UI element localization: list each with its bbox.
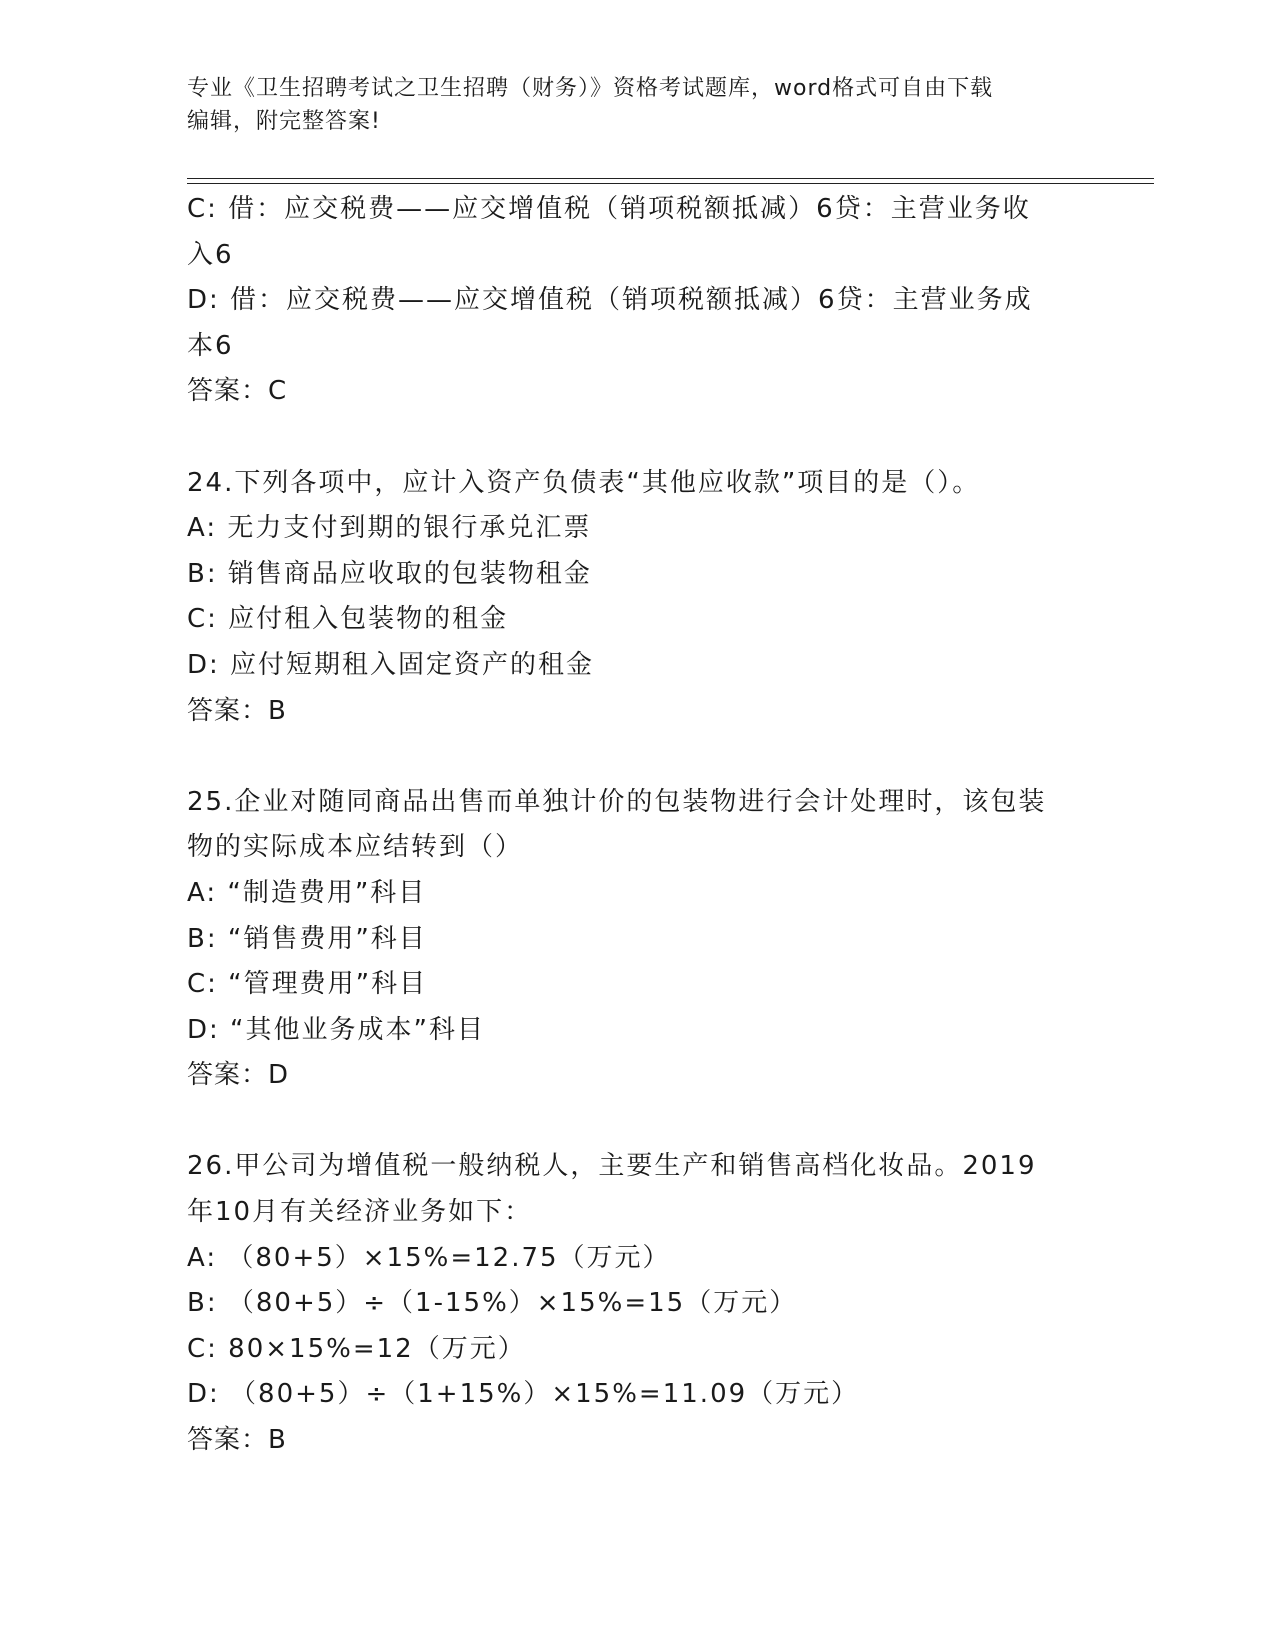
answer-line: 答案：B <box>187 1425 287 1456</box>
question-text-line-2: 物的实际成本应结转到（） <box>187 832 524 863</box>
option-b: B: “销售费用”科目 <box>187 923 427 954</box>
option-a: A: “制造费用”科目 <box>187 877 427 908</box>
question-text-line-1: 25.企业对随同商品出售而单独计价的包装物进行会计处理时，该包装 <box>187 786 1047 817</box>
question-25 <box>187 780 1087 1099</box>
option-b: B: 销售商品应收取的包装物租金 <box>187 558 592 589</box>
option-d-line-1: D: 借：应交税费——应交增值税（销项税额抵减）6贷：主营业务成 <box>187 285 1033 316</box>
option-c: C: 应付租入包装物的租金 <box>187 604 509 635</box>
option-d: D: 应付短期租入固定资产的租金 <box>187 649 595 680</box>
option-b: B: （80+5）÷（1-15%）×15%=15（万元） <box>187 1288 798 1319</box>
option-c: C: 80×15%=12（万元） <box>187 1333 526 1364</box>
question-26 <box>187 1144 1087 1463</box>
previous-question-tail <box>187 187 1087 415</box>
question-text: 24.下列各项中，应计入资产负债表“其他应收款”项目的是（）。 <box>187 467 981 498</box>
option-a: A: 无力支付到期的银行承兑汇票 <box>187 513 592 544</box>
question-text-line-1: 26.甲公司为增值税一般纳税人，主要生产和销售高档化妆品。2019 <box>187 1151 1037 1182</box>
option-d: D: （80+5）÷（1+15%）×15%=11.09（万元） <box>187 1379 860 1410</box>
option-c: C: “管理费用”科目 <box>187 969 428 1000</box>
option-c-line-2: 入6 <box>187 239 234 270</box>
question-text-line-2: 年10月有关经济业务如下： <box>187 1197 533 1228</box>
option-d-line-2: 本6 <box>187 330 234 361</box>
option-a: A: （80+5）×15%=12.75（万元） <box>187 1242 671 1273</box>
header-divider-top <box>187 178 1154 179</box>
option-c-line-1: C: 借：应交税费——应交增值税（销项税额抵减）6贷：主营业务收 <box>187 194 1031 224</box>
document-header <box>187 72 1087 138</box>
answer-line: 答案：B <box>187 695 287 726</box>
option-d: D: “其他业务成本”科目 <box>187 1014 485 1045</box>
answer-line: 答案：C <box>187 376 288 407</box>
header-divider-bottom <box>187 183 1154 184</box>
header-line-2: 编辑，附完整答案! <box>187 109 381 134</box>
document-body <box>187 187 1087 1464</box>
answer-line: 答案：D <box>187 1060 290 1091</box>
question-24 <box>187 461 1087 735</box>
header-line-1: 专业《卫生招聘考试之卫生招聘（财务）》资格考试题库，word格式可自由下载 <box>187 76 994 101</box>
